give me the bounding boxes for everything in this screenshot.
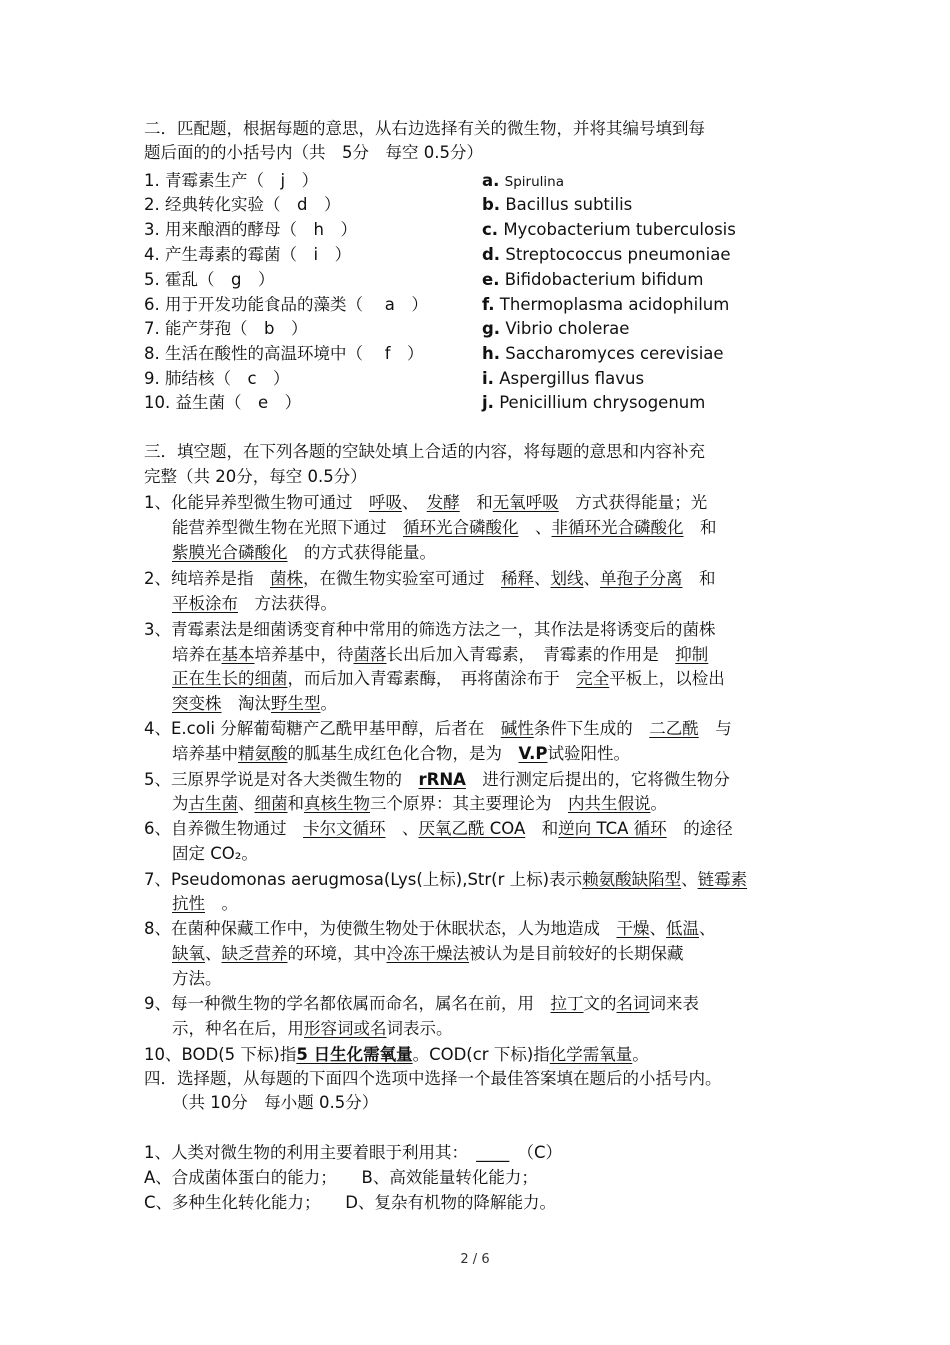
match-right-item: d. Streptococcus pneumoniae: [482, 245, 731, 264]
choice-options: A、合成菌体蛋白的能力； B、高效能量转化能力；: [144, 1168, 538, 1187]
answer-blank: 非循环光合磷酸化: [551, 518, 684, 537]
answer-blank: 循环光合磷酸化: [403, 518, 519, 537]
answer-blank: 碱性: [500, 719, 534, 738]
answer-blank: 干燥: [616, 919, 650, 938]
match-left-item: 2. 经典转化实验（ d ）: [144, 195, 341, 214]
match-left-item: 4. 产生毒素的霉菌（ i ）: [144, 245, 352, 264]
fill-question-2-cont: 平板涂布 方法获得。: [172, 594, 337, 613]
answer-blank: 划线: [550, 569, 584, 588]
answer-blank: 内共生假说: [568, 794, 651, 813]
match-right-item: c. Mycobacterium tuberculosis: [482, 220, 736, 239]
match-left-item: 9. 肺结核（ c ）: [144, 369, 290, 388]
match-right-item: e. Bifidobacterium bifidum: [482, 270, 704, 289]
fill-question-2: 2、纯培养是指 菌株，在微生物实验室可通过 稀释、划线、单孢子分离 和: [144, 569, 716, 588]
section4-title-cont: （共 10分 每小题 0.5分）: [172, 1093, 379, 1112]
answer-blank: 抗性: [172, 894, 205, 913]
answer-blank: 菌落: [353, 645, 387, 664]
match-right-item: g. Vibrio cholerae: [482, 319, 630, 338]
fill-question-1-cont: 能营养型微生物在光照下通过 循环光合磷酸化 、非循环光合磷酸化 和: [172, 518, 717, 537]
match-right-item: f. Thermoplasma acidophilum: [482, 295, 730, 314]
answer-blank: rRNA: [418, 770, 466, 789]
answer-blank: 形容词或名: [304, 1019, 387, 1038]
answer-blank: 二乙酰: [649, 719, 699, 738]
match-left-item: 6. 用于开发功能食品的藻类（ a ）: [144, 295, 428, 314]
page-number: 2 / 6: [460, 1252, 490, 1267]
answer-blank: 5 日生化需氧量: [296, 1045, 413, 1064]
answer-blank: 名词: [616, 994, 650, 1013]
match-left-item: 8. 生活在酸性的高温环境中（ f ）: [144, 344, 424, 363]
answer-blank: 精氨酸: [238, 744, 288, 763]
section3-title-cont: 完整（共 20分，每空 0.5分）: [144, 467, 367, 486]
fill-question-8-cont: 缺氧、缺乏营养的环境，其中冷冻干燥法被认为是目前较好的长期保藏: [172, 944, 684, 963]
answer-blank: 低温: [666, 919, 699, 938]
answer-blank: 正在生长的细菌: [172, 669, 288, 688]
answer-blank: 卡尔文循环: [303, 819, 386, 838]
fill-question-10: 10、BOD(5 下标)指5 日生化需氧量。COD(cr 下标)指化学需氧量。: [144, 1045, 649, 1064]
fill-question-6-cont: 固定 CO₂。: [172, 844, 258, 863]
answer-blank: 呼吸: [369, 493, 402, 512]
answer-blank: 链霉素: [697, 870, 748, 889]
answer-blank: 突变株: [172, 694, 222, 713]
section3-title: 三．填空题，在下列各题的空缺处填上合适的内容，将每题的意思和内容补充: [144, 442, 705, 461]
fill-question-4-cont: 培养基中精氨酸的胍基生成红色化合物，是为 V.P试验阳性。: [172, 744, 631, 763]
match-right-item: j. Penicillium chrysogenum: [482, 393, 706, 412]
match-right-item: i. Aspergillus flavus: [482, 369, 645, 388]
fill-question-7: 7、Pseudomonas aerugmosa(Lys(上标),Str(r 上标)表示赖氨酸缺陷型、链霉素: [144, 870, 748, 889]
answer-blank: 真核生物: [304, 794, 370, 813]
answer-blank: 稀释: [501, 569, 534, 588]
answer-blank: 野生型: [271, 694, 321, 713]
answer-blank: V.P: [518, 744, 548, 763]
fill-question-7-cont: 抗性 。: [172, 894, 238, 913]
answer-blank: 菌株: [270, 569, 303, 588]
answer-blank: 基本: [221, 645, 255, 664]
section2-title-cont: 题后面的的小括号内（共 5分 每空 0.5分）: [144, 143, 483, 162]
answer-blank: 抑制: [675, 645, 709, 664]
fill-question-1-cont: 紫膜光合磷酸化 的方式获得能量。: [172, 543, 436, 562]
answer-blank: 平板涂布: [172, 594, 238, 613]
answer-blank: 拉丁: [550, 994, 584, 1013]
match-left-item: 7. 能产芽孢（ b ）: [144, 319, 308, 338]
fill-question-6: 6、自养微生物通过 卡尔文循环 、厌氧乙酰 COA 和逆向 TCA 循环 的途径: [144, 819, 733, 838]
fill-question-9-cont: 示，种名在后，用形容词或名词表示。: [172, 1019, 453, 1038]
choice-options: C、多种生化转化能力； D、复杂有机物的降解能力。: [144, 1193, 556, 1212]
fill-question-8-cont: 方法。: [172, 969, 222, 988]
answer-blank: 细菌: [254, 794, 288, 813]
answer-blank: 完全: [576, 669, 610, 688]
fill-question-3-cont: 培养在基本培养基中，待菌落长出后加入青霉素， 青霉素的作用是 抑制: [172, 645, 709, 664]
fill-question-4: 4、E.coli 分解葡萄糖产乙酰甲基甲醇，后者在 碱性条件下生成的 二乙酰 与: [144, 719, 732, 738]
fill-question-5-cont: 为古生菌、细菌和真核生物三个原界：其主要理论为 内共生假说。: [172, 794, 667, 813]
match-right-item: b. Bacillus subtilis: [482, 195, 633, 214]
fill-question-3-cont: 正在生长的细菌，而后加入青霉素酶， 再将菌涂布于 完全平板上，以检出: [172, 669, 725, 688]
match-left-item: 3. 用来酿酒的酵母（ h ）: [144, 220, 357, 239]
answer-blank: 无氧呼吸: [492, 493, 559, 512]
answer-blank: 古生菌: [188, 794, 238, 813]
match-right-item: h. Saccharomyces cerevisiae: [482, 344, 724, 363]
answer-blank: 赖氨酸缺陷型: [582, 870, 682, 889]
answer-blank: 缺氧: [172, 944, 205, 963]
fill-question-3: 3、青霉素法是细菌诱变育种中常用的筛选方法之一，其作法是将诱变后的菌株: [144, 620, 716, 639]
match-left-item: 1. 青霉素生产（ j ）: [144, 171, 319, 190]
answer-blank: 缺乏营养: [221, 944, 288, 963]
fill-question-3-cont: 突变株 淘汰野生型。: [172, 694, 337, 713]
answer-blank: 逆向 TCA 循环: [558, 819, 667, 838]
fill-question-8: 8、在菌种保藏工作中，为使微生物处于休眠状态，人为地造成 干燥、低温、: [144, 919, 716, 938]
answer-blank: 化学需氧量: [549, 1045, 633, 1064]
choice-question-1: 1、人类对微生物的利用主要着眼于利用其： ____ （C）: [144, 1143, 563, 1162]
answer-blank: 冷冻干燥法: [386, 944, 469, 963]
answer-blank: 厌氧乙酰 COA: [418, 819, 526, 838]
match-left-item: 10. 益生菌（ e ）: [144, 393, 302, 412]
match-left-item: 5. 霍乱（ g ）: [144, 270, 275, 289]
fill-question-5: 5、三原界学说是对各大类微生物的 rRNA 进行测定后提出的，它将微生物分: [144, 770, 730, 789]
answer-blank: 单孢子分离: [600, 569, 683, 588]
match-right-item: a. Spirulina: [482, 171, 564, 190]
section2-title: 二．匹配题，根据每题的意思，从右边选择有关的微生物，并将其编号填到每: [144, 119, 705, 138]
section4-title: 四．选择题，从每题的下面四个选项中选择一个最佳答案填在题后的小括号内。: [144, 1069, 722, 1088]
fill-question-1: 1、化能异养型微生物可通过 呼吸、 发酵 和无氧呼吸 方式获得能量；光: [144, 493, 708, 512]
answer-blank: 发酵: [426, 493, 460, 512]
answer-blank: 紫膜光合磷酸化: [172, 543, 288, 562]
fill-question-9: 9、每一种微生物的学名都依属而命名，属名在前，用 拉丁文的名词词来表: [144, 994, 699, 1013]
